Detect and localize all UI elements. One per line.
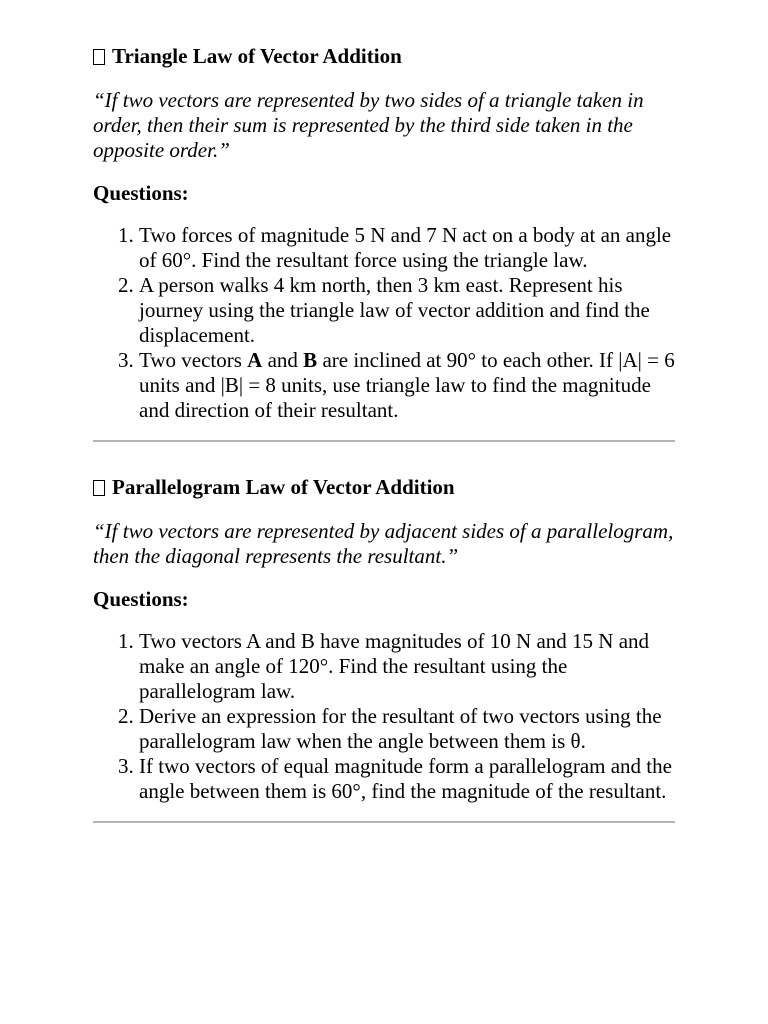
question-text-pre: Two vectors (139, 348, 248, 372)
questions-heading: Questions: (93, 181, 189, 205)
list-item (139, 223, 675, 273)
divider (93, 440, 675, 442)
divider (93, 821, 675, 823)
law-statement-quote: “If two vectors are represented by two sides of a triangle taken in order, then their sum is represented by the third side taken in the opposite order.” (93, 88, 644, 162)
question-text: If two vectors of equal magnitude form a parallelogram and the angle between them is 60°, find the magnitude of the resultant. (139, 754, 672, 803)
questions-list (93, 629, 675, 804)
list-item (139, 704, 675, 754)
missing-glyph-icon (93, 49, 105, 65)
section-title-text: Triangle Law of Vector Addition (112, 44, 402, 68)
questions-heading: Questions: (93, 587, 189, 611)
question-text-post: are inclined at 90° to each other. If |A| = 6 units and |B| = 8 units, use triangle law to find the magnitude and direction of their resultant. (139, 348, 675, 422)
question-text: Two vectors A and B have magnitudes of 10 N and 15 N and make an angle of 120°. Find the resultant using the parallelogram law. (139, 629, 650, 703)
missing-glyph-icon (93, 480, 105, 496)
list-item (139, 754, 675, 804)
question-text-mid: and (262, 348, 304, 372)
parallelogram-law-section (93, 473, 675, 823)
law-statement-quote: “If two vectors are represented by adjacent sides of a parallelogram, then the diagonal represents the resultant.” (93, 519, 674, 568)
vector-b-label: B (303, 348, 318, 372)
section-title (93, 42, 675, 70)
questions-list (93, 223, 675, 423)
list-item (139, 348, 675, 423)
triangle-law-section (93, 42, 675, 442)
vector-a-label: A (247, 348, 263, 372)
question-text: Two forces of magnitude 5 N and 7 N act on a body at an angle of 60°. Find the resultant force using the triangle law. (139, 223, 672, 272)
section-title-text: Parallelogram Law of Vector Addition (112, 475, 455, 499)
section-title (93, 473, 675, 501)
question-text: Derive an expression for the resultant of two vectors using the parallelogram law when the angle between them is θ. (139, 704, 662, 753)
list-item (139, 629, 675, 704)
list-item (139, 273, 675, 348)
question-text: A person walks 4 km north, then 3 km east. Represent his journey using the triangle law of vector addition and find the displacement. (139, 273, 650, 347)
